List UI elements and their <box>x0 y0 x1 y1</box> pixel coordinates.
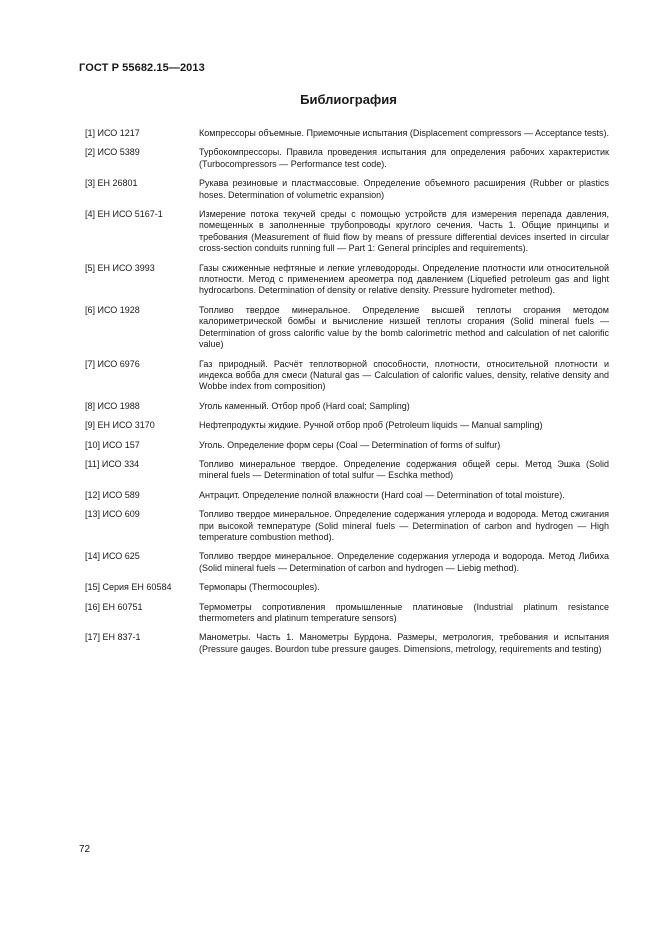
entry-description: Манометры. Часть 1. Манометры Бурдона. Размеры, метрология, требования и испытания (Pressure gauges. Bourdon tube pressure gauges. Dimensions, metrology, requirements and testing) <box>199 632 609 654</box>
bibliography-entry <box>85 420 609 431</box>
bibliography-entry <box>85 178 609 201</box>
entry-reference: [12] ИСО 589 <box>85 489 140 500</box>
document-header: ГОСТ Р 55682.15—2013 <box>79 62 205 74</box>
entry-reference: [6] ИСО 1928 <box>85 304 140 315</box>
entry-description: Компрессоры объемные. Приемочные испытания (Displacement compressors — Acceptance tests). <box>199 128 610 138</box>
bibliography-entry <box>85 440 609 451</box>
entry-description: Топливо твердое минеральное. Определение содержания углерода и водорода. Метод сжигания при высокой температуре (Solid mineral fuels — Determination of carbon and hydrogen — High temperature combustion method). <box>199 509 609 542</box>
entry-description: Нефтепродукты жидкие. Ручной отбор проб (Petroleum liquids — Manual sampling) <box>199 420 543 431</box>
entry-reference: [9] ЕН ИСО 3170 <box>85 420 155 431</box>
bibliography-entry <box>85 147 609 170</box>
entry-reference: [4] ЕН ИСО 5167-1 <box>85 209 163 220</box>
entry-reference: [7] ИСО 6976 <box>85 358 140 369</box>
entry-reference: [5] ЕН ИСО 3993 <box>85 262 155 273</box>
entry-reference: [1] ИСО 1217 <box>85 128 140 138</box>
bibliography-entry <box>85 263 609 297</box>
entry-reference: [15] Серия ЕН 60584 <box>85 582 172 593</box>
entry-reference: [14] ИСО 625 <box>85 551 140 562</box>
entry-description: Топливо минеральное твердое. Определение содержания общей серы. Метод Эшка (Solid mineral fuels — Determination of total sulfur — Eschka method) <box>199 458 609 481</box>
bibliography-entry <box>85 602 609 625</box>
bibliography-entry <box>85 128 609 139</box>
bibliography-entry <box>85 401 609 412</box>
entry-description: Термометры сопротивления промышленные платиновые (Industrial platinum resistance thermometers and platinum temperature sensors) <box>199 601 609 623</box>
entry-reference: [11] ИСО 334 <box>85 458 140 469</box>
entry-description: Измерение потока текучей среды с помощью устройств для измерения перепада давления, помещенных в заполненные трубопроводы круглого сечения. Часть 1. Общие принципы и требования (Measurement of fluid flow by means of pressure differential devices inserted in circular cross-section conduits running full — Part 1: General principles and requirements). <box>199 209 609 254</box>
entry-reference: [13] ИСО 609 <box>85 509 140 520</box>
entry-description: Уголь каменный. Отбор проб (Hard coal; Sampling) <box>199 400 410 411</box>
bibliography-entry <box>85 509 609 543</box>
entry-description: Топливо твердое минеральное. Определение высшей теплоты сгорания методом калориметрической бомбы и вычисление низшей теплоты сгорания (Solid mineral fuels — Determination of gross calorific value by the bomb calorimetric method and calculation of net calorific value) <box>199 304 609 350</box>
bibliography-entry <box>85 305 609 351</box>
bibliography-entry <box>85 632 609 655</box>
entry-reference: [10] ИСО 157 <box>85 439 140 450</box>
entry-description: Газ природный. Расчёт теплотворной способности, плотности, относительной плотности и индекса вобба для смеси (Natural gas — Calculation of calorific values, density, relative density and Wobbe index from composition) <box>199 358 609 392</box>
bibliography-entry <box>85 209 609 255</box>
entry-description: Антрацит. Определение полной влажности (Hard coal — Determination of total moisture). <box>199 489 565 500</box>
entry-description: Рукава резиновые и пластмассовые. Определение объемного расширения (Rubber or plastics hoses. Determination of volumetric expansion) <box>199 178 609 200</box>
entry-reference: [17] ЕН 837-1 <box>85 632 141 643</box>
entry-reference: [8] ИСО 1988 <box>85 400 140 411</box>
entry-description: Топливо твердое минеральное. Определение содержания углерода и водорода. Метод Либиха (Solid mineral fuels — Determination of carbon and hydrogen — Liebig method). <box>199 551 609 573</box>
page-title: Библиография <box>300 92 397 107</box>
entry-reference: [16] ЕН 60751 <box>85 601 143 612</box>
entry-description: Турбокомпрессоры. Правила проведения испытания для определения рабочих характеристик (Turbocompressors — Performance test code). <box>199 147 609 169</box>
bibliography-list <box>85 128 609 663</box>
entry-reference: [2] ИСО 5389 <box>85 147 140 158</box>
bibliography-entry <box>85 551 609 574</box>
entry-reference: [3] ЕН 26801 <box>85 178 138 189</box>
entry-description: Термопары (Thermocouples). <box>199 582 320 593</box>
bibliography-entry <box>85 359 609 393</box>
bibliography-entry <box>85 490 609 501</box>
entry-description: Газы сжиженные нефтяные и легкие углеводороды. Определение плотности или относительной плотности. Метод с применением ареометра под давлением (Liquefied petroleum gas and light hydrocarbons. Determination of density or relative density. Pressure hydrometer method). <box>199 262 609 296</box>
page-number: 72 <box>79 844 91 855</box>
entry-description: Уголь. Определение форм серы (Coal — Determination of forms of sulfur) <box>199 439 501 450</box>
bibliography-entry <box>85 582 609 593</box>
bibliography-entry <box>85 459 609 482</box>
